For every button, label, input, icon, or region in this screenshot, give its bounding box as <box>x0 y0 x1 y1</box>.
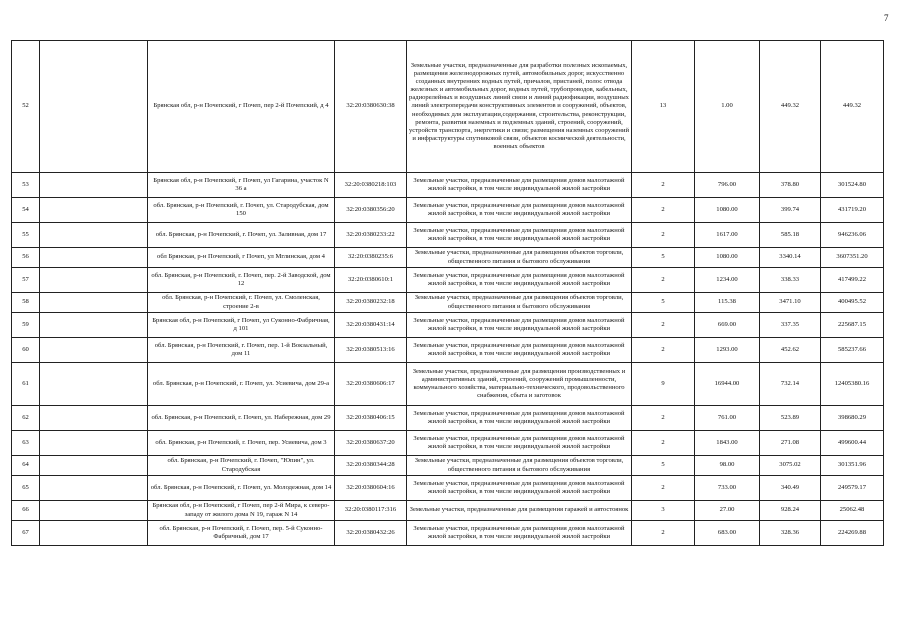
row-number: 63 <box>12 431 40 456</box>
land-purpose: Земельные участки, предназначенные для размещения домов малоэтажной жилой застройки, в том числе индивидуальной жилой застройки <box>407 198 632 223</box>
unit-price: 452.62 <box>760 338 821 363</box>
category-code: 9 <box>632 363 695 406</box>
cadastral-number: 32:20:0380344:28 <box>335 456 407 476</box>
cadastral-value: 499600.44 <box>821 431 884 456</box>
area-value: 1617.00 <box>695 223 760 248</box>
row-number: 61 <box>12 363 40 406</box>
spacer-cell <box>40 406 148 431</box>
cadastral-number: 32:20:0380218:103 <box>335 173 407 198</box>
area-value: 733.00 <box>695 476 760 501</box>
area-value: 1293.00 <box>695 338 760 363</box>
area-value: 796.00 <box>695 173 760 198</box>
address-cell: обл. Брянская, р-н Почепский, г. Почеп, ул. Заливная, дом 17 <box>148 223 335 248</box>
address-cell: обл. Брянская, р-н Почепский, г. Почеп, пер. Усиевича, дом 3 <box>148 431 335 456</box>
unit-price: 732.14 <box>760 363 821 406</box>
cadastral-value: 946236.06 <box>821 223 884 248</box>
table-row <box>12 431 884 456</box>
cadastral-number: 32:20:0380606:17 <box>335 363 407 406</box>
spacer-cell <box>40 173 148 198</box>
row-number: 54 <box>12 198 40 223</box>
category-code: 13 <box>632 41 695 173</box>
category-code: 2 <box>632 476 695 501</box>
cadastral-number: 32:20:0380406:15 <box>335 406 407 431</box>
spacer-cell <box>40 363 148 406</box>
address-cell: обл. Брянская, р-н Почепский, г. Почеп, "Юпин", ул. Стародубская <box>148 456 335 476</box>
cadastral-value: 417499.22 <box>821 268 884 293</box>
table-row <box>12 406 884 431</box>
row-number: 64 <box>12 456 40 476</box>
spacer-cell <box>40 476 148 501</box>
land-purpose: Земельные участки, предназначенные для размещения домов малоэтажной жилой застройки, в том числе индивидуальной жилой застройки <box>407 313 632 338</box>
category-code: 2 <box>632 268 695 293</box>
cadastral-number: 32:20:0380637:20 <box>335 431 407 456</box>
area-value: 115.38 <box>695 293 760 313</box>
land-purpose: Земельные участки, предназначенные для размещения домов малоэтажной жилой застройки, в том числе индивидуальной жилой застройки <box>407 406 632 431</box>
cadastral-number: 32:20:0380233:22 <box>335 223 407 248</box>
row-number: 58 <box>12 293 40 313</box>
category-code: 2 <box>632 521 695 546</box>
cadastral-value: 585237.66 <box>821 338 884 363</box>
unit-price: 340.49 <box>760 476 821 501</box>
address-cell: обл. Брянская, р-н Почепский, г. Почеп, ул. Набережная, дом 29 <box>148 406 335 431</box>
category-code: 2 <box>632 338 695 363</box>
spacer-cell <box>40 431 148 456</box>
unit-price: 271.08 <box>760 431 821 456</box>
land-purpose: Земельные участки, предназначенные для размещения объектов торговли, общественного питания и бытового обслуживания <box>407 456 632 476</box>
area-value: 16944.00 <box>695 363 760 406</box>
cadastral-value: 400495.52 <box>821 293 884 313</box>
area-value: 761.00 <box>695 406 760 431</box>
row-number: 53 <box>12 173 40 198</box>
table-row <box>12 338 884 363</box>
address-cell: Брянская обл, р-н Почепский, г Почеп, ул Гагарина, участок N 36 а <box>148 173 335 198</box>
row-number: 66 <box>12 501 40 521</box>
land-purpose: Земельные участки, предназначенные для размещения объектов торговли, общественного питания и бытового обслуживания <box>407 248 632 268</box>
cadastral-value: 12405380.16 <box>821 363 884 406</box>
unit-price: 338.33 <box>760 268 821 293</box>
spacer-cell <box>40 41 148 173</box>
category-code: 3 <box>632 501 695 521</box>
spacer-cell <box>40 223 148 248</box>
address-cell: обл. Брянская, р-н Почепский, г. Почеп, ул. Смоленская, строение 2-в <box>148 293 335 313</box>
spacer-cell <box>40 521 148 546</box>
row-number: 55 <box>12 223 40 248</box>
land-purpose: Земельные участки, предназначенные для размещения домов малоэтажной жилой застройки, в том числе индивидуальной жилой застройки <box>407 223 632 248</box>
table-row <box>12 363 884 406</box>
unit-price: 3471.10 <box>760 293 821 313</box>
unit-price: 3075.02 <box>760 456 821 476</box>
cadastral-number: 32:20:0380604:16 <box>335 476 407 501</box>
land-purpose: Земельные участки, предназначенные для размещения домов малоэтажной жилой застройки, в том числе индивидуальной жилой застройки <box>407 338 632 363</box>
unit-price: 585.18 <box>760 223 821 248</box>
cadastral-number: 32:20:0380513:16 <box>335 338 407 363</box>
cadastral-value: 301524.80 <box>821 173 884 198</box>
address-cell: обл. Брянская, р-н Почепский, г. Почеп, ул. Молодежная, дом 14 <box>148 476 335 501</box>
land-purpose: Земельные участки, предназначенные для размещения домов малоэтажной жилой застройки, в том числе индивидуальной жилой застройки <box>407 476 632 501</box>
table-row <box>12 313 884 338</box>
row-number: 59 <box>12 313 40 338</box>
area-value: 98.00 <box>695 456 760 476</box>
unit-price: 928.24 <box>760 501 821 521</box>
spacer-cell <box>40 268 148 293</box>
row-number: 65 <box>12 476 40 501</box>
page-number: 7 <box>884 13 889 23</box>
land-purpose: Земельные участки, предназначенные для размещения объектов торговли, общественного питания и бытового обслуживания <box>407 293 632 313</box>
spacer-cell <box>40 198 148 223</box>
land-purpose: Земельные участки, предназначенные для размещения домов малоэтажной жилой застройки, в том числе индивидуальной жилой застройки <box>407 431 632 456</box>
address-cell: Брянская обл, р-н Почепский, г Почеп, ул Суконно-Фабричная, д 101 <box>148 313 335 338</box>
row-number: 67 <box>12 521 40 546</box>
land-purpose: Земельные участки, предназначенные для разработки полезных ископаемых, размещения железнодорожных путей, автомобильных дорог, искусственно созданных внутренних водных путей, причалов, пристаней, полос отвода железных и автомобильных дорог, водных путей, трубопроводов, кабельных, радиорелейных и воздушных линий связи и линий радиофикации, воздушных линий электропередачи конструктивных элементов и сооружений, объектов, необходимых для эксплуатации,содержания, строительства, реконструкции, ремонта, развития наземных и подземных зданий, строений, сооружений, устройств транспорта, энергетики и связи; размещения наземных сооружений и инфраструктуры спутниковой связи, объектов космической деятельности, военных объектов <box>407 41 632 173</box>
table-row <box>12 501 884 521</box>
cadastral-value: 301351.96 <box>821 456 884 476</box>
cadastral-value: 3607351.20 <box>821 248 884 268</box>
table-row <box>12 198 884 223</box>
land-purpose: Земельные участки, предназначенные для размещения гаражей и автостоянок <box>407 501 632 521</box>
table-row <box>12 223 884 248</box>
row-number: 62 <box>12 406 40 431</box>
category-code: 5 <box>632 248 695 268</box>
unit-price: 328.36 <box>760 521 821 546</box>
table-row <box>12 173 884 198</box>
spacer-cell <box>40 293 148 313</box>
area-value: 1.00 <box>695 41 760 173</box>
area-value: 669.00 <box>695 313 760 338</box>
category-code: 5 <box>632 293 695 313</box>
cadastral-value: 25062.48 <box>821 501 884 521</box>
address-cell: Брянская обл, р-н Почепский, г Почеп, пер 2-й Почепский, д 4 <box>148 41 335 173</box>
spacer-cell <box>40 501 148 521</box>
cadastral-number: 32:20:0380235:6 <box>335 248 407 268</box>
table-row <box>12 456 884 476</box>
unit-price: 399.74 <box>760 198 821 223</box>
area-value: 1843.00 <box>695 431 760 456</box>
address-cell: обл. Брянская, р-н Почепский, г. Почеп, пер. 2-й Заводской, дом 12 <box>148 268 335 293</box>
address-cell: обл. Брянская, р-н Почепский, г. Почеп, пер. 1-й Вокзальный, дом 11 <box>148 338 335 363</box>
table-row <box>12 476 884 501</box>
cadastral-value: 431719.20 <box>821 198 884 223</box>
address-cell: обл. Брянская, р-н Почепский, г. Почеп, ул. Стародубская, дом 150 <box>148 198 335 223</box>
table-row <box>12 41 884 173</box>
cadastral-number: 32:20:0380432:26 <box>335 521 407 546</box>
spacer-cell <box>40 456 148 476</box>
cadastral-value: 449.32 <box>821 41 884 173</box>
row-number: 52 <box>12 41 40 173</box>
area-value: 27.00 <box>695 501 760 521</box>
cadastral-number: 32:20:0380356:20 <box>335 198 407 223</box>
table-row <box>12 268 884 293</box>
land-registry-table <box>11 40 884 546</box>
cadastral-number: 32:20:0380610:1 <box>335 268 407 293</box>
cadastral-value: 398680.29 <box>821 406 884 431</box>
row-number: 60 <box>12 338 40 363</box>
table-row <box>12 248 884 268</box>
cadastral-value: 249579.17 <box>821 476 884 501</box>
area-value: 683.00 <box>695 521 760 546</box>
category-code: 2 <box>632 173 695 198</box>
land-purpose: Земельные участки, предназначенные для размещения домов малоэтажной жилой застройки, в том числе индивидуальной жилой застройки <box>407 173 632 198</box>
unit-price: 449.32 <box>760 41 821 173</box>
row-number: 57 <box>12 268 40 293</box>
area-value: 1080.00 <box>695 248 760 268</box>
cadastral-number: 32:20:0380232:18 <box>335 293 407 313</box>
area-value: 1080.00 <box>695 198 760 223</box>
category-code: 5 <box>632 456 695 476</box>
category-code: 2 <box>632 198 695 223</box>
address-cell: Брянская обл, р-н Почепский, г Почеп, пер 2-й Мира, к северо-западу от жилого дома N 19, гараж N 14 <box>148 501 335 521</box>
spacer-cell <box>40 313 148 338</box>
address-cell: обл. Брянская, р-н Почепский, г. Почеп, ул. Усиевича, дом 29-а <box>148 363 335 406</box>
cadastral-value: 224269.88 <box>821 521 884 546</box>
unit-price: 337.35 <box>760 313 821 338</box>
category-code: 2 <box>632 223 695 248</box>
cadastral-number: 32:20:0380630:38 <box>335 41 407 173</box>
unit-price: 3340.14 <box>760 248 821 268</box>
unit-price: 378.80 <box>760 173 821 198</box>
address-cell: обл. Брянская, р-н Почепский, г. Почеп, пер. 5-й Суконно-Фабричный, дом 17 <box>148 521 335 546</box>
table-row <box>12 293 884 313</box>
area-value: 1234.00 <box>695 268 760 293</box>
unit-price: 523.89 <box>760 406 821 431</box>
land-purpose: Земельные участки, предназначенные для размещения домов малоэтажной жилой застройки, в том числе индивидуальной жилой застройки <box>407 521 632 546</box>
cadastral-value: 225687.15 <box>821 313 884 338</box>
cadastral-number: 32:20:0380117:316 <box>335 501 407 521</box>
category-code: 2 <box>632 406 695 431</box>
category-code: 2 <box>632 313 695 338</box>
land-purpose: Земельные участки, предназначенные для размещения производственных и административных зданий, строений, сооружений промышленности, коммунального хозяйства, материально-технического, продовольственного снабжения, сбыта и заготовок <box>407 363 632 406</box>
cadastral-number: 32:20:0380431:14 <box>335 313 407 338</box>
address-cell: обл Брянская, р-н Почепский, г Почеп, ул Мглинская, дом 4 <box>148 248 335 268</box>
spacer-cell <box>40 248 148 268</box>
category-code: 2 <box>632 431 695 456</box>
land-purpose: Земельные участки, предназначенные для размещения домов малоэтажной жилой застройки, в том числе индивидуальной жилой застройки <box>407 268 632 293</box>
table-row <box>12 521 884 546</box>
spacer-cell <box>40 338 148 363</box>
row-number: 56 <box>12 248 40 268</box>
